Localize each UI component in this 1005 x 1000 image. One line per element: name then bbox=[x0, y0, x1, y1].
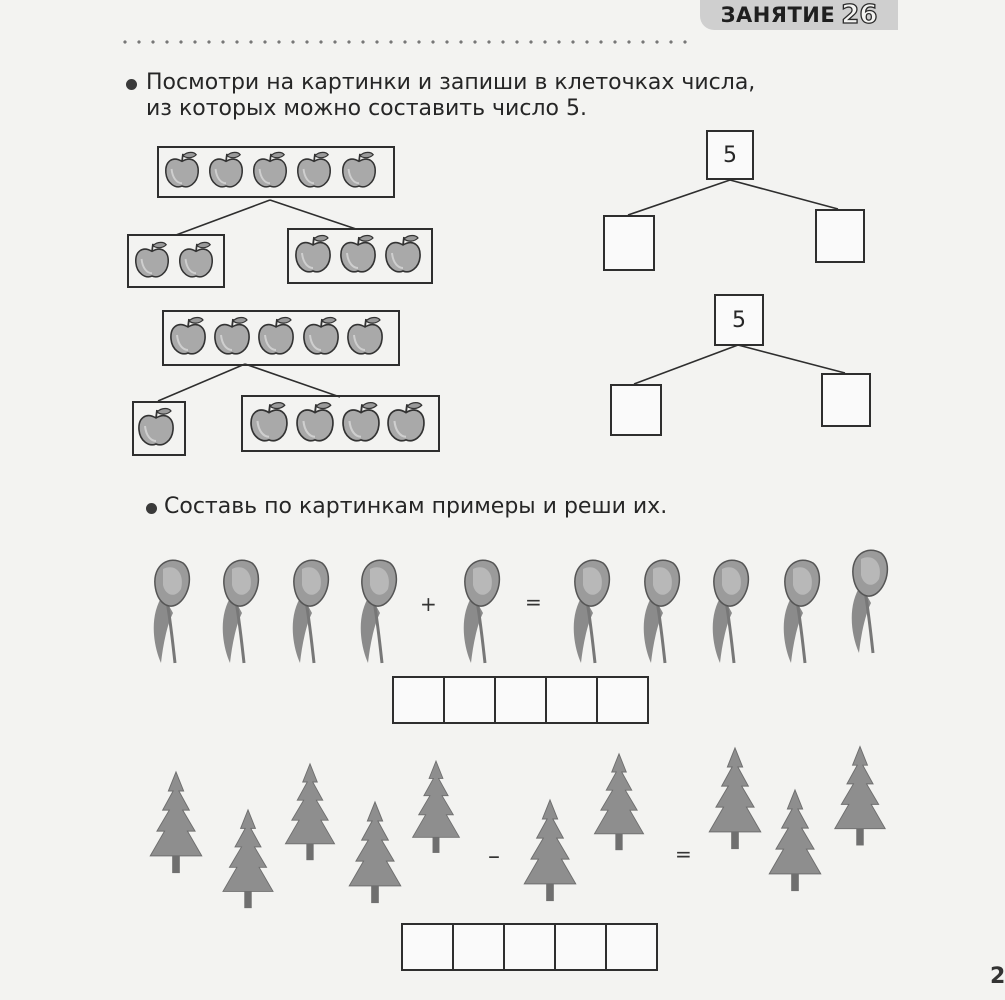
equals-sign-1: = bbox=[525, 590, 542, 614]
tulip-icon bbox=[635, 555, 685, 665]
tulip-icon bbox=[214, 555, 264, 665]
number-tree-1-left-answer-box[interactable] bbox=[603, 215, 655, 271]
tulip-icon bbox=[775, 555, 825, 665]
apple-icon bbox=[136, 406, 176, 448]
number-tree-2-left-answer-box[interactable] bbox=[610, 384, 662, 436]
task2-instruction: Составь по картинкам примеры и реши их. bbox=[164, 494, 668, 519]
answer-cell[interactable] bbox=[503, 923, 556, 971]
task1-instruction-line2: из которых можно составить число 5. bbox=[146, 96, 587, 121]
apple-icon bbox=[293, 233, 333, 275]
apple-icon bbox=[294, 400, 336, 444]
fir-tree-icon bbox=[146, 770, 206, 875]
minus-sign: – bbox=[488, 842, 500, 870]
apple-icon bbox=[256, 315, 296, 357]
fir-tree-icon bbox=[766, 788, 824, 893]
apple-icon bbox=[163, 150, 201, 190]
fir-tree-icon bbox=[218, 808, 278, 910]
fir-tree-icon bbox=[520, 798, 580, 903]
apple-icon bbox=[383, 233, 423, 275]
answer-cell[interactable] bbox=[401, 923, 454, 971]
answer-cell[interactable] bbox=[596, 676, 649, 724]
number-tree-2-right-answer-box[interactable] bbox=[821, 373, 871, 427]
apple-icon bbox=[340, 400, 382, 444]
answer-cell[interactable] bbox=[452, 923, 505, 971]
tulip-icon bbox=[352, 555, 402, 665]
lesson-word: ЗАНЯТИЕ bbox=[720, 3, 836, 27]
lesson-number: 26 bbox=[841, 0, 878, 30]
task1-instruction-line1: Посмотри на картинки и запиши в клеточках числа, bbox=[146, 70, 756, 95]
apple-icon bbox=[345, 315, 385, 357]
answer-cell[interactable] bbox=[494, 676, 547, 724]
tree-answer-row bbox=[403, 923, 658, 971]
tulip-icon bbox=[455, 555, 505, 665]
equals-sign-2: = bbox=[675, 842, 692, 866]
number-tree-1-right-answer-box[interactable] bbox=[815, 209, 865, 263]
bullet-icon bbox=[146, 503, 157, 514]
apple-icon bbox=[212, 315, 252, 357]
fir-tree-icon bbox=[344, 800, 406, 905]
answer-cell[interactable] bbox=[605, 923, 658, 971]
number-tree-2-whole: 5 bbox=[714, 294, 764, 346]
tulip-answer-row bbox=[394, 676, 649, 724]
answer-cell[interactable] bbox=[545, 676, 598, 724]
answer-cell[interactable] bbox=[392, 676, 445, 724]
fir-tree-icon bbox=[280, 762, 340, 862]
apple-icon bbox=[248, 400, 290, 444]
answer-cell[interactable] bbox=[443, 676, 496, 724]
fir-tree-icon bbox=[706, 746, 764, 851]
apple-icon bbox=[295, 150, 333, 190]
fir-tree-icon bbox=[410, 757, 462, 857]
apple-icon bbox=[133, 240, 171, 280]
apple-icon bbox=[301, 315, 341, 357]
bullet-icon bbox=[126, 79, 137, 90]
tulip-icon bbox=[145, 555, 195, 665]
tulip-icon bbox=[284, 555, 334, 665]
apple-icon bbox=[177, 240, 215, 280]
tulip-icon bbox=[704, 555, 754, 665]
tulip-icon bbox=[843, 545, 893, 655]
apple-icon bbox=[207, 150, 245, 190]
apple-icon bbox=[385, 400, 427, 444]
dotted-divider bbox=[118, 40, 688, 44]
apple-icon bbox=[338, 233, 378, 275]
answer-cell[interactable] bbox=[554, 923, 607, 971]
fir-tree-icon bbox=[832, 742, 888, 850]
fir-tree-icon bbox=[588, 752, 650, 852]
lesson-badge bbox=[700, 0, 898, 30]
apple-icon bbox=[168, 315, 208, 357]
tulip-icon bbox=[565, 555, 615, 665]
plus-sign: + bbox=[420, 592, 437, 616]
apple-icon bbox=[251, 150, 289, 190]
page-number: 2 bbox=[990, 964, 1005, 989]
apple-icon bbox=[340, 150, 378, 190]
number-tree-1-whole: 5 bbox=[706, 130, 754, 180]
